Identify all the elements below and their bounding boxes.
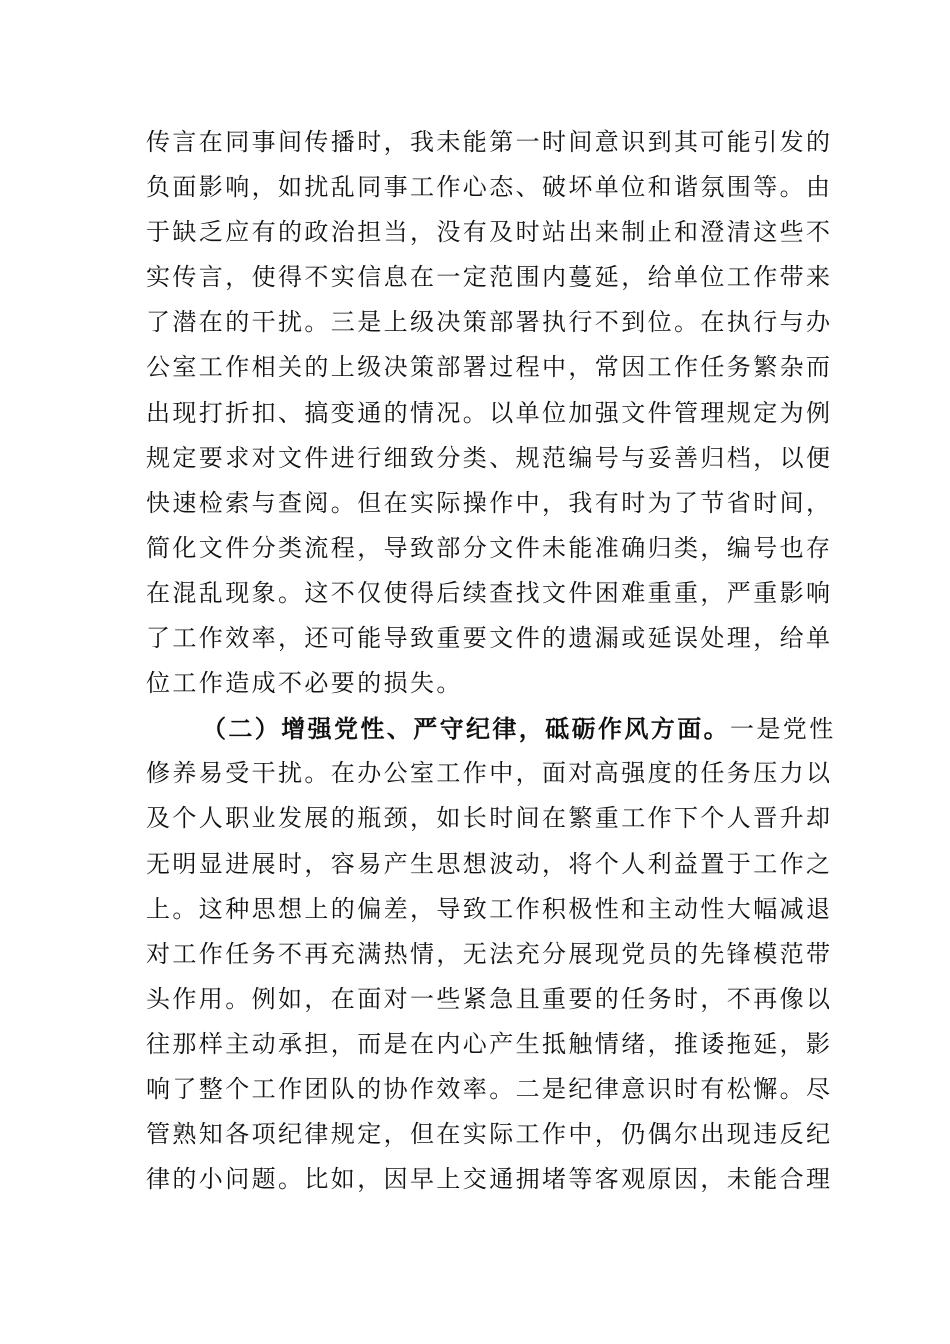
- paragraph-start-line: [146, 706, 836, 751]
- text-line: 于缺乏应有的政治担当，没有及时站出来制止和澄清这些不: [146, 218, 833, 247]
- text-line: 律的小问题。比如，因早上交通拥堵等客观原因，未能合理: [146, 1165, 833, 1194]
- text-line: 快速检索与查阅。但在实际操作中，我有时为了节省时间，: [146, 488, 833, 517]
- text-line: 规定要求对文件进行细致分类、规范编号与妥善归档，以便: [146, 443, 833, 472]
- text-line: 简化文件分类流程，导致部分文件未能准确归类，编号也存: [146, 533, 833, 562]
- text-line: 响了整个工作团队的协作效率。二是纪律意识时有松懈。尽: [146, 1074, 833, 1103]
- text-line: 位工作造成不必要的损失。: [146, 669, 463, 698]
- text-line: 往那样主动承担，而是在内心产生抵触情绪，推诿拖延，影: [146, 1029, 833, 1058]
- text-line: 对工作任务不再充满热情，无法充分展现党员的先锋模范带: [146, 939, 833, 968]
- section-heading: （二）增强党性、严守纪律，砥砺作风方面。: [202, 714, 730, 744]
- heading-line-rest: 一是党性: [730, 715, 836, 744]
- text-line: 了潜在的干扰。三是上级决策部署执行不到位。在执行与办: [146, 308, 833, 337]
- text-line: 在混乱现象。这不仅使得后续查找文件困难重重，严重影响: [146, 578, 833, 607]
- text-line: 了工作效率，还可能导致重要文件的遗漏或延误处理，给单: [146, 624, 833, 653]
- text-line: 头作用。例如，在面对一些紧急且重要的任务时，不再像以: [146, 984, 833, 1013]
- text-line: 公室工作相关的上级决策部署过程中，常因工作任务繁杂而: [146, 353, 833, 382]
- text-line: 修养易受干扰。在办公室工作中，面对高强度的任务压力以: [146, 759, 833, 788]
- text-line: 无明显进展时，容易产生思想波动，将个人利益置于工作之: [146, 849, 833, 878]
- text-line: 负面影响，如扰乱同事工作心态、破坏单位和谐氛围等。由: [146, 173, 833, 202]
- text-line: 实传言，使得不实信息在一定范围内蔓延，给单位工作带来: [146, 263, 833, 292]
- text-line: 传言在同事间传播时，我未能第一时间意识到其可能引发的: [146, 128, 833, 156]
- text-line: 上。这种思想上的偏差，导致工作积极性和主动性大幅减退: [146, 894, 833, 923]
- text-line: 出现打折扣、搞变通的情况。以单位加强文件管理规定为例: [146, 398, 833, 427]
- body-text: [146, 120, 836, 1202]
- text-line: 及个人职业发展的瓶颈，如长时间在繁重工作下个人晋升却: [146, 804, 833, 833]
- text-line: 管熟知各项纪律规定，但在实际工作中，仍偶尔出现违反纪: [146, 1120, 833, 1149]
